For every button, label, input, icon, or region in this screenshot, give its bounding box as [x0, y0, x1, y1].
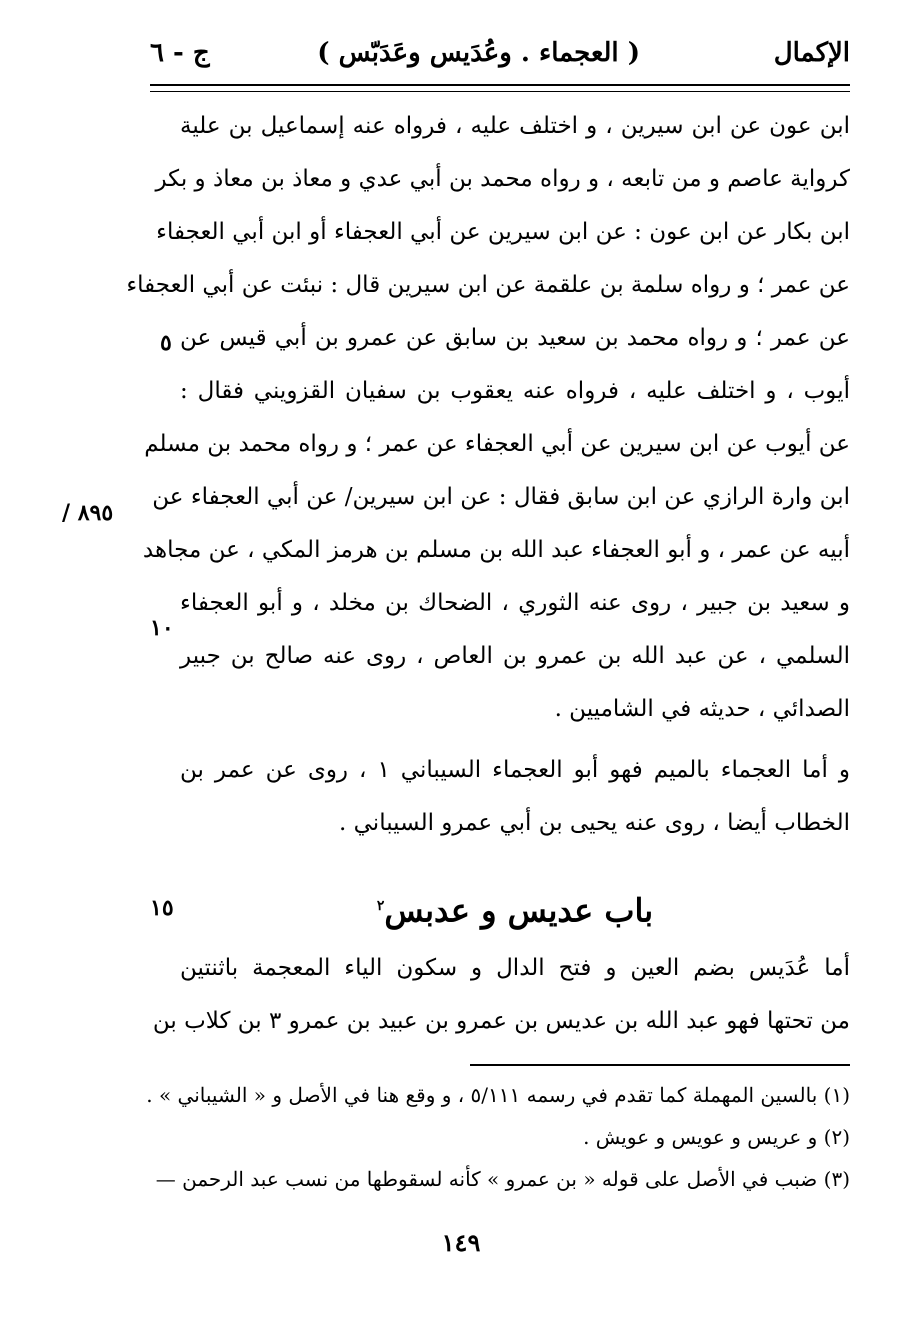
page-number: ١٤٩ — [441, 1228, 481, 1257]
footnotes — [146, 1074, 850, 1200]
folio-marker: ٨٩٥ / — [62, 500, 114, 526]
line-number-15: ١٥ — [150, 895, 174, 921]
footnote: (٢) و عريس و عويس و عويش . — [583, 1125, 850, 1149]
text-line: ابن عون عن ابن سيرين ، و اختلف عليه ، فرواه عنه إسماعيل بن علية — [180, 113, 850, 139]
text-line: ابن بكار عن ابن عون : عن ابن سيرين عن أبي العجفاء أو ابن أبي العجفاء — [156, 219, 850, 245]
text-line: الصدائي ، حديثه في الشاميين . — [554, 696, 850, 722]
text-line: و سعيد بن جبير ، روى عنه الثوري ، الضحاك بن مخلد ، و أبو العجفاء — [180, 590, 850, 616]
header-book-title: الإكمال — [773, 38, 850, 68]
text-line: السلمي ، عن عبد الله بن عمرو بن العاص ، روى عنه صالح بن جبير — [180, 643, 850, 669]
footnote: (٣) ضبب في الأصل على قوله « بن عمرو » كأنه لسقوطها من نسب عبد الرحمن — — [155, 1167, 850, 1191]
chapter-heading-text: باب عديس و عدبس — [384, 891, 654, 930]
text-line: من تحتها فهو عبد الله بن عديس بن عمرو بن عبيد بن عمرو ٣ بن كلاب بن — [152, 1008, 850, 1034]
text-line: و أما العجماء بالميم فهو أبو العجماء السيباني ١ ، روى عن عمر بن — [180, 757, 850, 783]
text-line: أيوب ، و اختلف عليه ، فرواه عنه يعقوب بن سفيان القزويني فقال : — [180, 378, 850, 404]
header-rule-thick — [150, 84, 850, 86]
text-line: عن عمر ؛ و رواه محمد بن سعيد بن سابق عن عمرو بن أبي قيس عن — [180, 325, 850, 351]
section-text — [152, 942, 850, 1048]
header-volume: ج - ٦ — [150, 38, 210, 68]
line-number-10: ١٠ — [150, 615, 174, 641]
line-number-5: ٥ — [160, 330, 172, 356]
text-line: عن عمر ؛ و رواه سلمة بن علقمة عن ابن سيرين قال : نبئت عن أبي العجفاء — [126, 272, 850, 298]
chapter-heading — [180, 876, 850, 941]
text-line: أما عُدَيس بضم العين و فتح الدال و سكون الياء المعجمة باثنتين — [180, 955, 850, 981]
text-line: الخطاب أيضا ، روى عنه يحيى بن أبي عمرو السيباني . — [339, 810, 850, 836]
footnote: (١) بالسين المهملة كما تقدم في رسمه ٥/١١١ ، و وقع هنا في الأصل و « الشيباني » . — [146, 1083, 850, 1107]
text-line: كرواية عاصم و من تابعه ، و رواه محمد بن أبي عدي و معاذ بن معاذ و بكر — [155, 166, 850, 192]
heading-note-mark: ٢ — [376, 898, 385, 914]
text-line: ابن وارة الرازي عن ابن سابق فقال : عن ابن سيرين/ عن أبي العجفاء عن — [152, 484, 850, 510]
header-section-title: ( العجماء . وعُدَيس وعَدَبّس ) — [317, 38, 640, 68]
footnote-rule — [470, 1064, 850, 1066]
header-rule-thin — [150, 91, 850, 92]
text-line: أبيه عن عمر ، و أبو العجفاء عبد الله بن مسلم بن هرمز المكي ، عن مجاهد — [142, 537, 850, 563]
text-line: عن أيوب عن ابن سيرين عن أبي العجفاء عن عمر ؛ و رواه محمد بن مسلم — [144, 431, 850, 457]
running-header — [150, 32, 850, 82]
